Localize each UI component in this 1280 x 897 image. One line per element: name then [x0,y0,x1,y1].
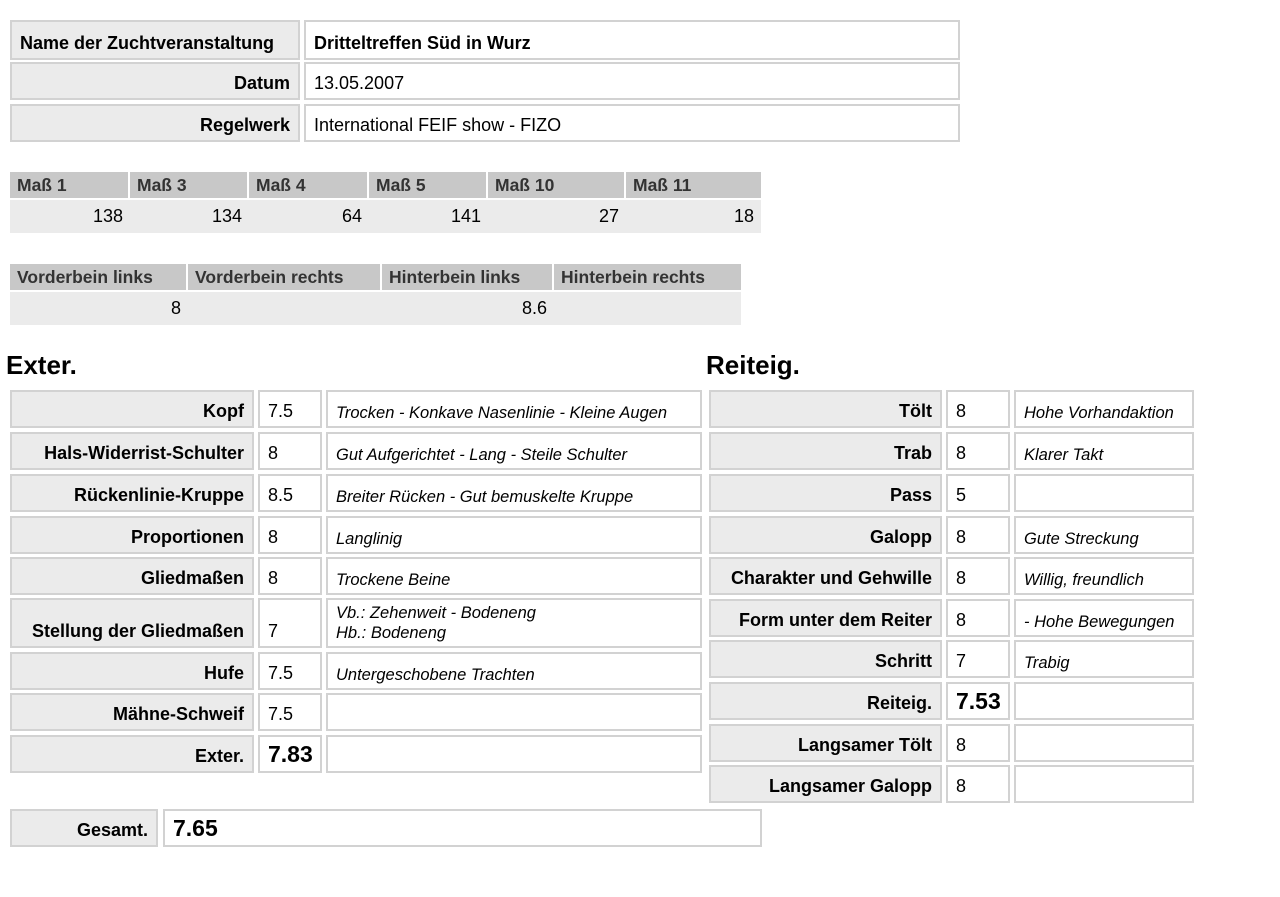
riding-row-score: 8 [946,724,1010,762]
exterior-row-label: Rückenlinie-Kruppe [10,474,254,512]
measure-value: 64 [249,200,369,233]
riding-row-score: 7.53 [946,682,1010,720]
exterior-comment-line: Untergeschobene Trachten [336,666,535,684]
measure-header: Maß 11 [626,172,761,198]
riding-comment-line: Trabig [1024,654,1070,672]
measure-value: 134 [130,200,249,233]
exterior-comment-line: Trockene Beine [336,571,451,589]
riding-row-score: 8 [946,599,1010,637]
exterior-row-label: Mähne-Schweif [10,693,254,731]
riding-title: Reiteig. [706,350,800,380]
riding-row-label: Charakter und Gehwille [709,557,942,595]
riding-row-label: Schritt [709,640,942,678]
riding-row-score: 8 [946,765,1010,803]
riding-row-label: Langsamer Tölt [709,724,942,762]
exterior-comment-line: Langlinig [336,530,403,548]
exterior-row-comment [326,735,702,773]
measure-value: 138 [10,200,130,233]
exterior-row-label: Proportionen [10,516,254,554]
hoof-value: 8 [10,292,188,325]
exterior-row-score: 8 [258,432,322,470]
hoof-header: Hinterbein rechts [554,264,741,290]
exterior-row-score: 7.5 [258,390,322,428]
hoof-value [554,292,741,325]
riding-row-comment [1014,724,1194,762]
riding-comment-line: - Hohe Bewegungen [1024,613,1175,631]
exterior-row-label: Hals-Widerrist-Schulter [10,432,254,470]
exterior-comment-line: Gut Aufgerichtet - Lang - Steile Schulter [336,446,628,464]
exterior-row-score: 7.5 [258,693,322,731]
total-value: 7.65 [163,809,762,847]
measure-value: 141 [369,200,488,233]
date-value: 13.05.2007 [304,62,960,100]
riding-row-comment [1014,765,1194,803]
riding-row-comment [1014,390,1194,428]
measure-value: 18 [626,200,761,233]
measure-header: Maß 5 [369,172,486,198]
exterior-row-label: Exter. [10,735,254,773]
exterior-comment-line: Hb.: Bodeneng [336,624,447,642]
riding-row-label: Reiteig. [709,682,942,720]
riding-row-score: 7 [946,640,1010,678]
exterior-row-comment [326,390,702,428]
exterior-row-comment [326,693,702,731]
exterior-row-score: 8 [258,516,322,554]
riding-row-score: 5 [946,474,1010,512]
riding-row-label: Trab [709,432,942,470]
exterior-row-comment [326,432,702,470]
riding-row-comment [1014,640,1194,678]
exterior-row-comment [326,474,702,512]
riding-row-comment [1014,682,1194,720]
riding-row-label: Form unter dem Reiter [709,599,942,637]
exterior-comment-line: Vb.: Zehenweit - Bodeneng [336,604,536,622]
riding-row-comment [1014,432,1194,470]
exterior-row-score: 7 [258,598,322,648]
riding-row-score: 8 [946,432,1010,470]
riding-row-score: 8 [946,390,1010,428]
riding-row-label: Langsamer Galopp [709,765,942,803]
date-label: Datum [10,62,300,100]
riding-comment-line: Gute Streckung [1024,530,1139,548]
exterior-comment-line: Trocken - Konkave Nasenlinie - Kleine Augen [336,404,668,422]
exterior-row-score: 8.5 [258,474,322,512]
measure-header: Maß 3 [130,172,247,198]
hoof-value: 8.6 [382,292,554,325]
riding-comment-line: Willig, freundlich [1024,571,1144,589]
exterior-title: Exter. [6,350,77,380]
rules-label: Regelwerk [10,104,300,142]
riding-row-comment [1014,516,1194,554]
riding-row-label: Tölt [709,390,942,428]
riding-comment-line: Klarer Takt [1024,446,1104,464]
riding-row-score: 8 [946,557,1010,595]
measure-header: Maß 10 [488,172,624,198]
exterior-row-label: Hufe [10,652,254,690]
exterior-row-label: Stellung der Gliedmaßen [10,598,254,648]
total-label: Gesamt. [10,809,158,847]
event-name-label: Name der Zuchtveranstaltung [10,20,300,60]
rules-value: International FEIF show - FIZO [304,104,960,142]
exterior-row-comment [326,652,702,690]
exterior-row-label: Kopf [10,390,254,428]
exterior-row-label: Gliedmaßen [10,557,254,595]
riding-row-score: 8 [946,516,1010,554]
hoof-header: Hinterbein links [382,264,552,290]
exterior-row-score: 7.5 [258,652,322,690]
exterior-row-comment [326,598,702,648]
hoof-header: Vorderbein rechts [188,264,380,290]
riding-row-comment [1014,557,1194,595]
measure-header: Maß 4 [249,172,367,198]
exterior-row-score: 7.83 [258,735,322,773]
measure-header: Maß 1 [10,172,128,198]
measure-value: 27 [488,200,626,233]
exterior-row-comment [326,557,702,595]
hoof-value [188,292,382,325]
exterior-comment-line: Breiter Rücken - Gut bemuskelte Kruppe [336,488,634,506]
exterior-row-score: 8 [258,557,322,595]
riding-row-comment [1014,599,1194,637]
event-name-value: Dritteltreffen Süd in Wurz [304,20,960,60]
riding-comment-line: Hohe Vorhandaktion [1024,404,1174,422]
riding-row-label: Pass [709,474,942,512]
riding-row-comment [1014,474,1194,512]
exterior-row-comment [326,516,702,554]
hoof-header: Vorderbein links [10,264,186,290]
riding-row-label: Galopp [709,516,942,554]
